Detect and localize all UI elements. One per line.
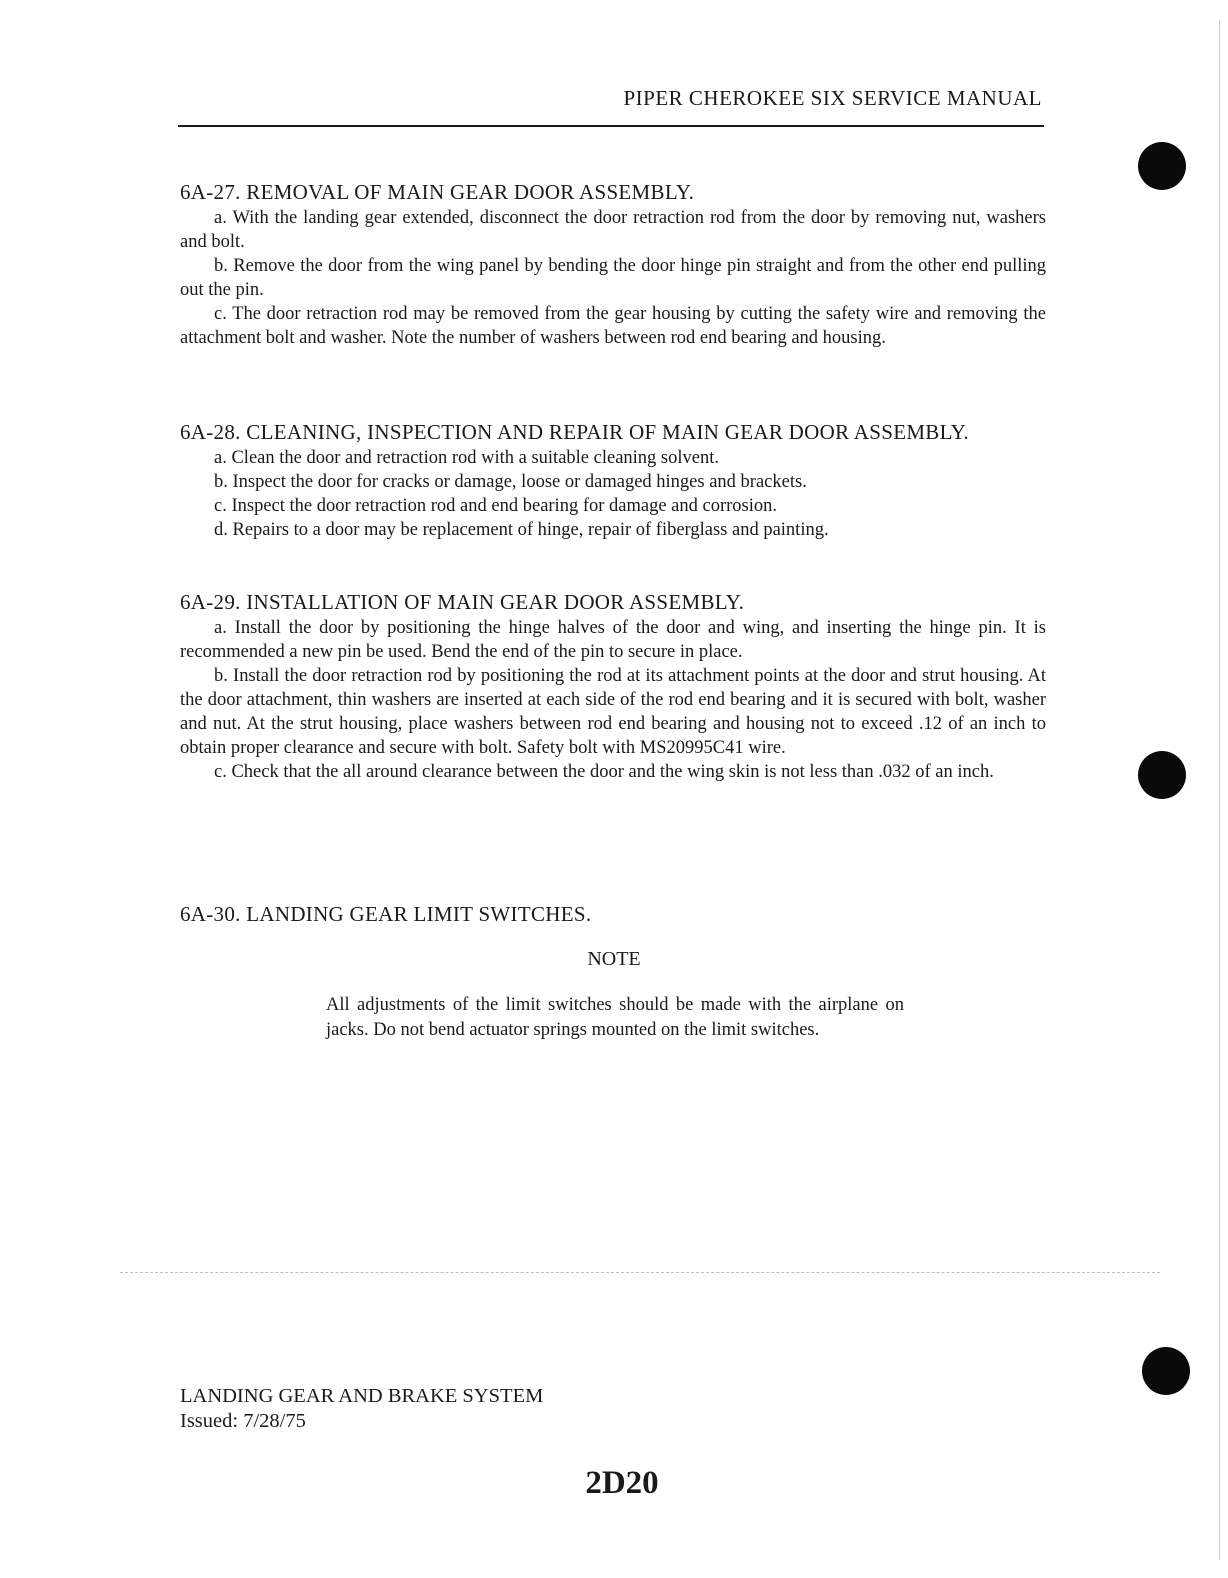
- step-paragraph: a. With the landing gear extended, disconnect the door retraction rod from the door by removing nut, washers and bolt.: [180, 208, 1046, 252]
- manual-title: PIPER CHEROKEE SIX SERVICE MANUAL: [623, 86, 1042, 110]
- section-6a-29: [180, 590, 1046, 784]
- section-6a-30: [180, 902, 1046, 928]
- step-paragraph: b. Install the door retraction rod by positioning the rod at its attachment points at the door and strut housing. At the door attachment, thin washers are inserted at each side of the rod end bearing and it is secured with bolt, washer and nut. At the strut housing, place washers between rod end bearing and housing not to exceed .12 of an inch to obtain proper clearance and secure with bolt. Safety bolt with MS20995C41 wire.: [180, 666, 1046, 758]
- section-6a-27: [180, 180, 1046, 350]
- footer-section: LANDING GEAR AND BRAKE SYSTEM: [180, 1385, 544, 1407]
- footer-issued-date: Issued: 7/28/75: [180, 1410, 306, 1432]
- step-paragraph: c. The door retraction rod may be removed from the gear housing by cutting the safety wire and removing the attachment bolt and washer. Note the number of washers between rod end bearing and housing.: [180, 304, 1046, 348]
- step-item: b. Inspect the door for cracks or damage, loose or damaged hinges and brackets.: [214, 472, 807, 492]
- binder-hole-top: [1138, 142, 1186, 190]
- binder-hole-middle: [1138, 751, 1186, 799]
- header-rule: [178, 125, 1044, 127]
- section-heading: 6A-30. LANDING GEAR LIMIT SWITCHES.: [180, 902, 592, 926]
- step-paragraph: c. Check that the all around clearance between the door and the wing skin is not less than .032 of an inch.: [214, 762, 994, 782]
- step-paragraph: b. Remove the door from the wing panel by bending the door hinge pin straight and from the other end pulling out the pin.: [180, 256, 1046, 300]
- note-title: NOTE: [587, 948, 641, 970]
- step-paragraph: a. Install the door by positioning the hinge halves of the door and wing, and inserting the hinge pin. It is recommended a new pin be used. Bend the end of the pin to secure in place.: [180, 618, 1046, 662]
- note-body: All adjustments of the limit switches should be made with the airplane on jacks. Do not bend actuator springs mounted on the limit switches.: [326, 995, 904, 1040]
- section-heading: 6A-28. CLEANING, INSPECTION AND REPAIR OF MAIN GEAR DOOR ASSEMBLY.: [180, 420, 969, 444]
- step-item: c. Inspect the door retraction rod and end bearing for damage and corrosion.: [214, 496, 778, 516]
- step-item: d. Repairs to a door may be replacement of hinge, repair of fiberglass and painting.: [214, 520, 829, 540]
- section-heading: 6A-27. REMOVAL OF MAIN GEAR DOOR ASSEMBLY.: [180, 180, 695, 204]
- page-number: 2D20: [585, 1465, 659, 1501]
- scan-artifact-line: [120, 1272, 1160, 1273]
- page-edge-line: [1219, 20, 1220, 1560]
- section-6a-28: [180, 420, 1046, 542]
- section-heading: 6A-29. INSTALLATION OF MAIN GEAR DOOR ASSEMBLY.: [180, 590, 745, 614]
- step-item: a. Clean the door and retraction rod with a suitable cleaning solvent.: [214, 448, 719, 468]
- binder-hole-bottom: [1142, 1347, 1190, 1395]
